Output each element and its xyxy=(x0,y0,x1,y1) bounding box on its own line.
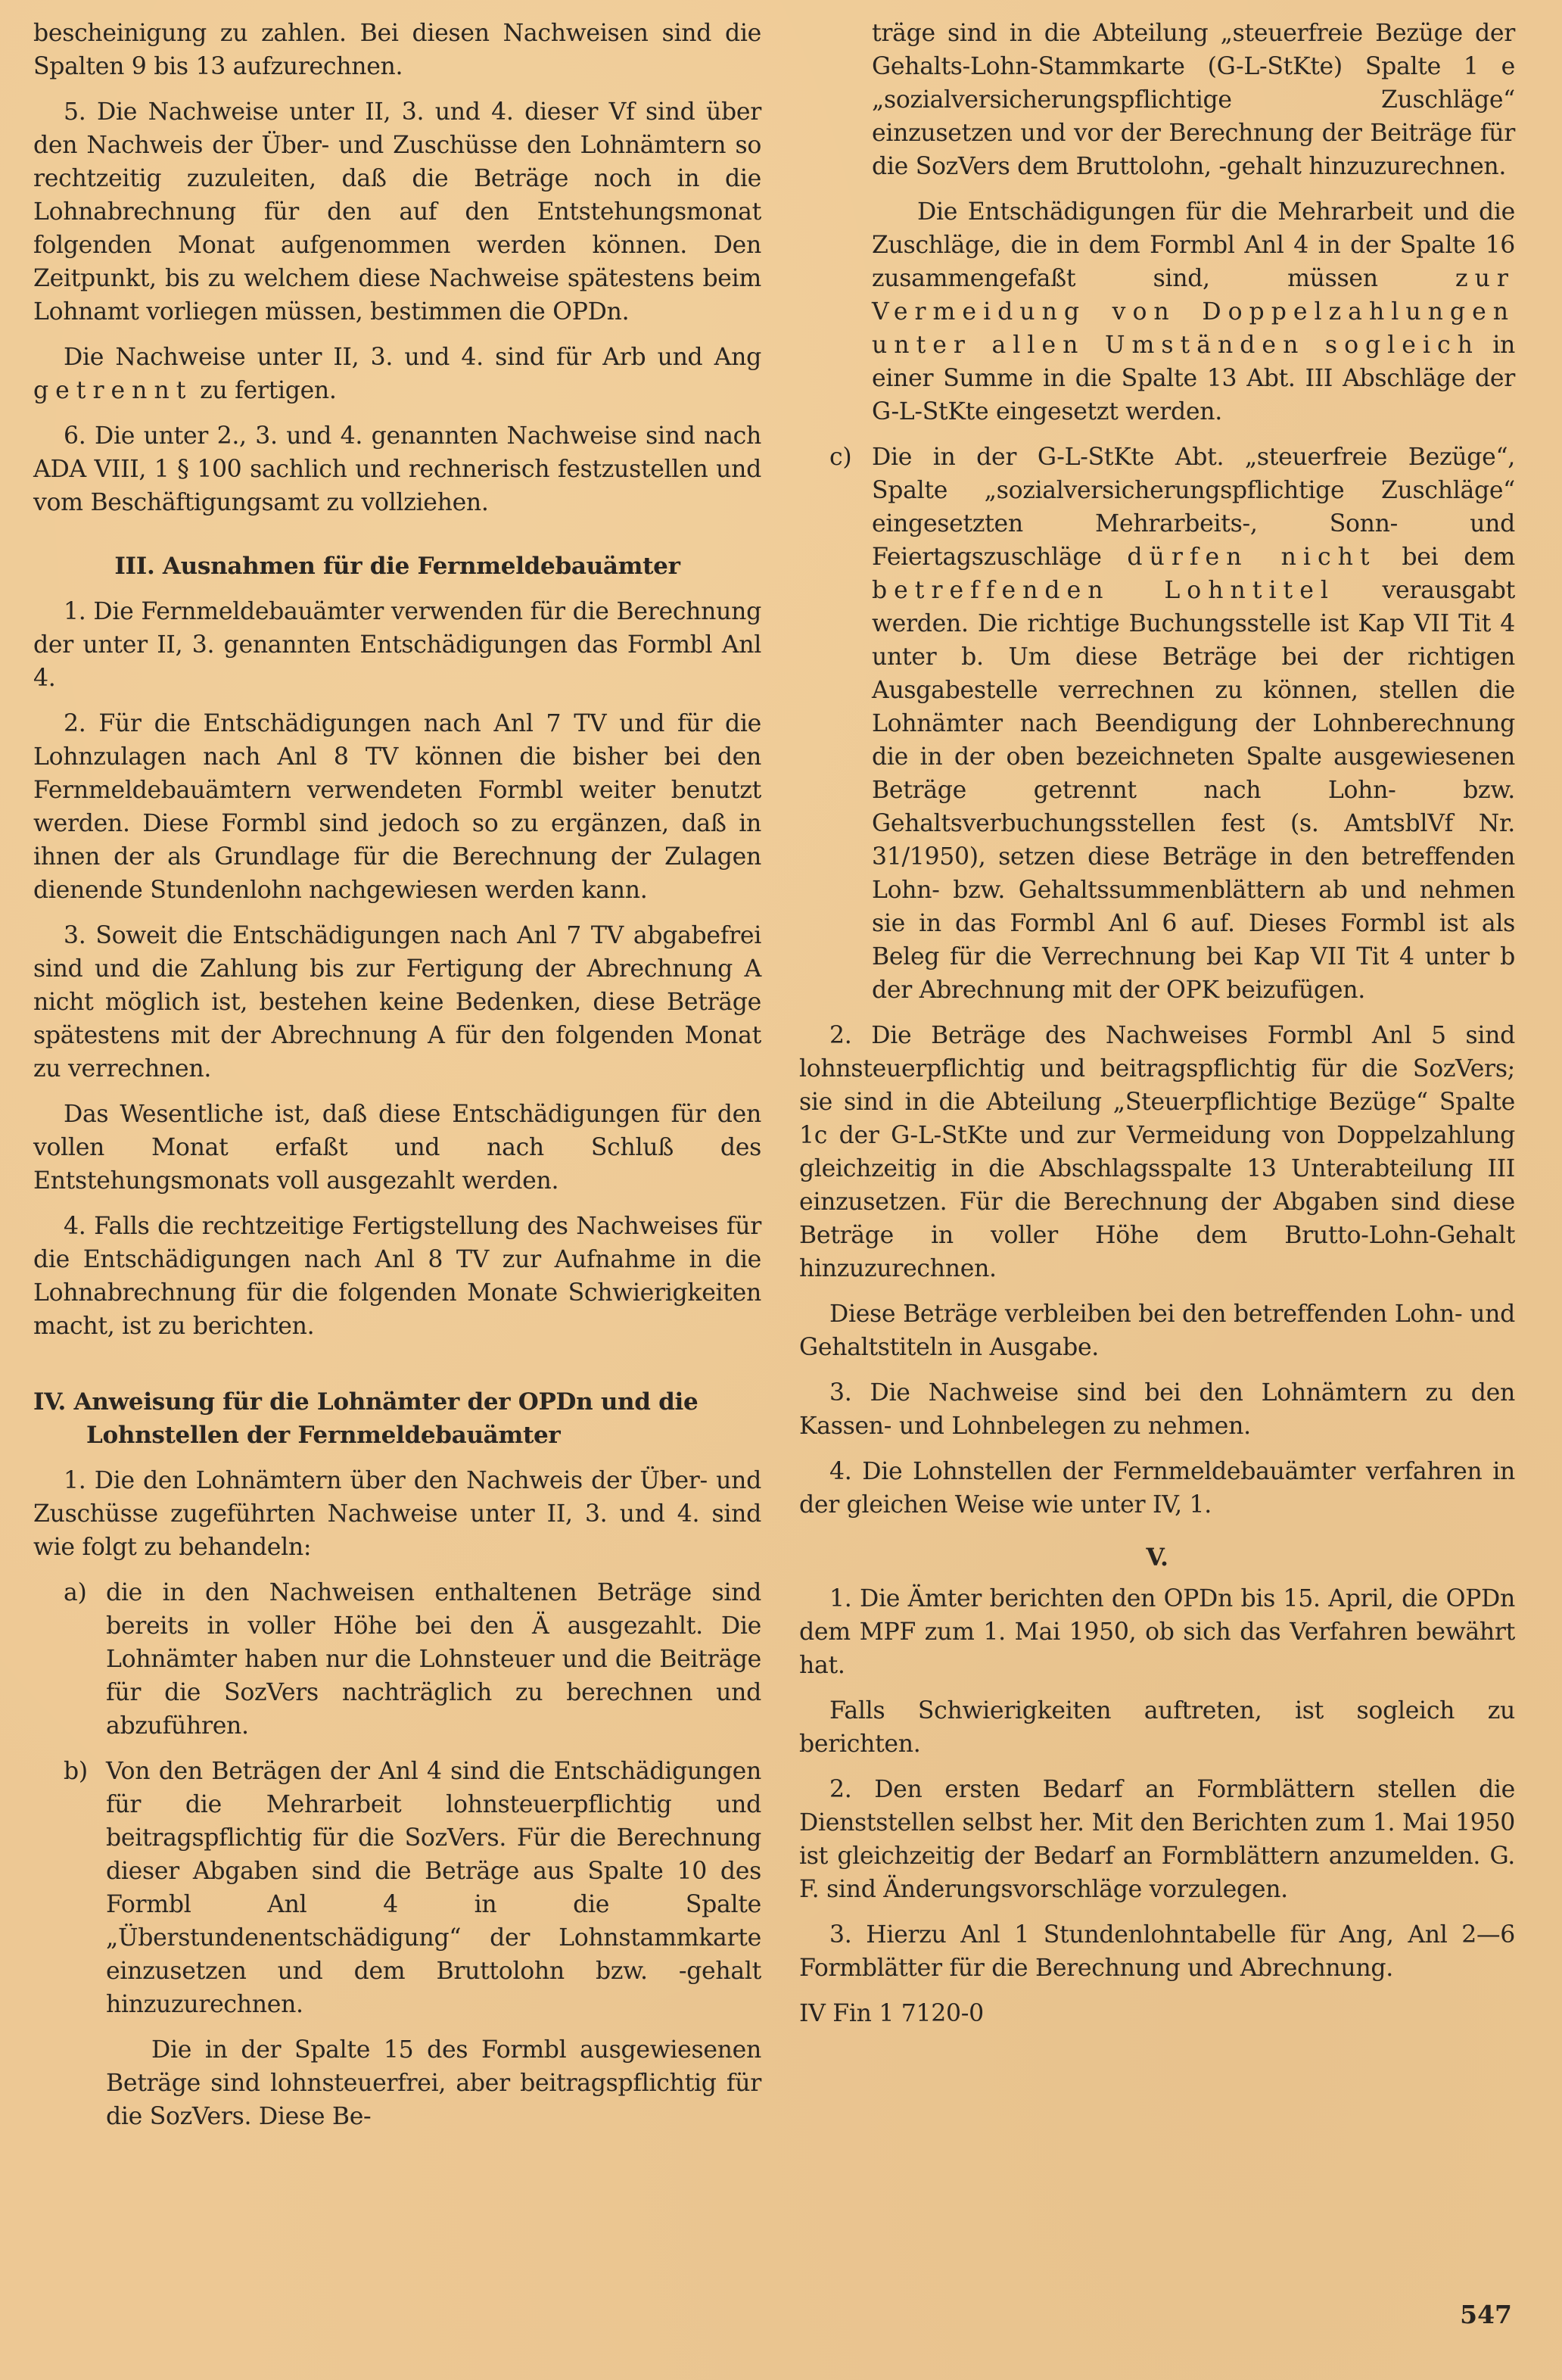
list-item-b xyxy=(33,1755,761,2021)
paragraph-v-2: 2. Den ersten Bedarf an Formblättern stellen die Dienststellen selbst her. Mit den Berichten zum 1. Mai 1950 ist gleichzeitig der Bedarf an Formblättern anzumelden. G. F. sind Änderungsvorschläge vorzulegen. xyxy=(799,1776,1515,1903)
paragraph-continuation: bescheinigung zu zahlen. Bei diesen Nachweisen sind die Spalten 9 bis 13 aufzurechnen. xyxy=(33,20,761,80)
paragraph-iii-3b: Das Wesentliche ist, daß diese Entschädigungen für den vollen Monat erfaßt und nach Schluß des Entstehungsmonats voll ausgezahlt werden. xyxy=(33,1101,761,1195)
list-item-text: die in den Nachweisen enthaltenen Beträge sind bereits in voller Höhe bei den Ä ausgezahlt. Die Lohnämter haben nur die Lohnsteuer und die Beiträge für die SozVers nachträglich zu berechnen und abzuführen. xyxy=(106,1579,761,1740)
paragraph-iii-2: 2. Für die Entschädigungen nach Anl 7 TV und für die Lohnzulagen nach Anl 8 TV können die bisher bei den Fernmeldebauämtern verwendeten Formbl weiter benutzt werden. Diese Formbl sind jedoch so zu ergänzen, daß in ihnen der als Grundlage für die Berechnung der Zulagen dienende Stundenlohn nachgewiesen werden kann. xyxy=(33,710,761,904)
section-heading-v: V. xyxy=(1146,1544,1168,1572)
emphasized-text: getrennt xyxy=(33,377,193,404)
paragraph-v-1b: Falls Schwierigkeiten auftreten, ist sogleich zu berichten. xyxy=(799,1697,1515,1758)
emphasized-text: betreffenden Lohntitel xyxy=(872,577,1335,604)
paragraph-iv-4: 4. Die Lohnstellen der Fernmeldebauämter verfahren in der gleichen Weise wie unter IV, 1. xyxy=(799,1458,1515,1519)
text: zu fertigen. xyxy=(200,377,337,404)
paragraph-iv-2b: Diese Beträge verbleiben bei den betreffenden Lohn- und Gehaltstiteln in Ausgabe. xyxy=(799,1301,1515,1361)
paragraph-ii-5: 5. Die Nachweise unter II, 3. und 4. dieser Vf sind über den Nachweis der Über- und Zuschüsse den Lohnämtern so rechtzeitig zuzuleiten, daß die Beträge noch in die Lohnabrechnung für den auf den Entstehungsmonat folgenden Monat aufgenommen werden können. Den Zeitpunkt, bis zu welchem diese Nachweise spätestens beim Lohnamt vorliegen müssen, bestimmen die OPDn. xyxy=(33,98,761,326)
paragraph-separate-forms xyxy=(33,341,761,407)
paragraph-ii-6: 6. Die unter 2., 3. und 4. genannten Nachweise sind nach ADA VIII, 1 § 100 sachlich und rechnerisch festzustellen und vom Beschäftigungsamt zu vollziehen. xyxy=(33,422,761,516)
text: Die Nachweise unter II, 3. und 4. sind für Arb und Ang xyxy=(64,344,761,371)
list-item-text: Von den Beträgen der Anl 4 sind die Entschädigungen für die Mehrarbeit lohnsteuerpflichtig und beitragspflichtig für die SozVers. Für die Berechnung dieser Abgaben sind die Beträge aus Spalte 10 des Formbl Anl 4 in die Spalte „Überstundenentschädigung“ der Lohnstammkarte einzusetzen und dem Bruttolohn bzw. -gehalt hinzuzurechnen. xyxy=(106,1758,761,2018)
list-item-c xyxy=(799,441,1515,1007)
list-marker: b) xyxy=(64,1758,88,1785)
list-item-a xyxy=(33,1576,761,1743)
paragraph-v-3: 3. Hierzu Anl 1 Stundenlohntabelle für Ang, Anl 2—6 Formblätter für die Berechnung und Abrechnung. xyxy=(799,1921,1515,1982)
paragraph-v-1: 1. Die Ämter berichten den OPDn bis 15. April, die OPDn dem MPF zum 1. Mai 1950, ob sich das Verfahren bewährt hat. xyxy=(799,1585,1515,1679)
paragraph-iv-1b-sub: Die in der Spalte 15 des Formbl ausgewiesenen Beträge sind lohnsteuerfrei, aber beitragspflichtig für die SozVers. Diese Be- xyxy=(106,2036,761,2130)
paragraph-iii-1: 1. Die Fernmeldebauämter verwenden für die Berechnung der unter II, 3. genannten Entschädigungen das Formbl Anl 4. xyxy=(33,598,761,692)
text: verausgabt werden. Die richtige Buchungsstelle ist Kap VII Tit 4 unter b. Um diese Beträge bei der richtigen Ausgabestelle verrechnen zu können, stellen die Lohnämter nach Beendigung der Lohnberechnung die in der oben bezeichneten Spalte ausgewiesenen Beträge getrennt nach Lohn- bzw. Gehaltsverbuchungsstellen fest (s. AmtsblVf Nr. 31/1950), setzen diese Beträge in den betreffenden Lohn- bzw. Gehaltssummenblättern ab und nehmen sie in das Formbl Anl 6 auf. Dieses Formbl ist als Beleg für die Verrechnung bei Kap VII Tit 4 unter b der Abrechnung mit der OPK beizufügen. xyxy=(872,577,1515,1004)
reference-code: IV Fin 1 7120-0 xyxy=(799,2000,984,2027)
paragraph-iv-1b-sub-continuation: träge sind in die Abteilung „steuerfreie Bezüge der Gehalts-Lohn-Stammkarte (G-L-StKte) Spalte 1 e „sozialversicherungspflichtige Zuschläge“ einzusetzen und vor der Berechnung der Beiträge für die SozVers dem Bruttolohn, -gehalt hinzuzurechnen. xyxy=(872,20,1515,180)
paragraph-iv-1: 1. Die den Lohnämtern über den Nachweis der Über- und Zuschüsse zugeführten Nachweise unter II, 3. und 4. sind wie folgt zu behandeln: xyxy=(33,1467,761,1561)
section-heading-iii: III. Ausnahmen für die Fernmeldebauämter xyxy=(114,553,680,580)
paragraph-iv-3: 3. Die Nachweise sind bei den Lohnämtern zu den Kassen- und Lohnbelegen zu nehmen. xyxy=(799,1379,1515,1440)
text: in einer Summe in die Spalte 13 Abt. III Abschläge der G-L-StKte eingesetzt werden. xyxy=(872,332,1515,425)
section-heading-iv: IV. Anweisung für die Lohnämter der OPDn und die Lohnstellen der Fernmeldebauämter xyxy=(33,1388,699,1449)
right-column xyxy=(799,17,1515,2042)
paragraph-iv-1b-sub2 xyxy=(799,195,1515,428)
emphasized-text: dürfen nicht xyxy=(1127,544,1377,571)
text: bei dem xyxy=(1402,544,1515,571)
list-marker: c) xyxy=(829,444,852,471)
paragraph-iii-4: 4. Falls die rechtzeitige Fertigstellung des Nachweises für die Entschädigungen nach Anl 8 TV zur Aufnahme in die Lohnabrechnung für die folgenden Monate Schwierigkeiten macht, ist zu berichten. xyxy=(33,1213,761,1340)
list-marker: a) xyxy=(64,1579,87,1606)
list-item-text xyxy=(872,441,1515,1007)
page-number: 547 xyxy=(1460,2300,1512,2329)
text: Die Entschädigungen für die Mehrarbeit und die Zuschläge, die in dem Formbl Anl 4 in der Spalte 16 zusammengefaßt sind, müssen xyxy=(872,198,1515,292)
emphasized-text: zur Vermeidung von Doppelzahlungen unter allen Umständen sogleich xyxy=(872,265,1515,359)
paragraph-iv-2: 2. Die Beträge des Nachweises Formbl Anl 5 sind lohnsteuerpflichtig und beitragspflichtig für die SozVers; sie sind in die Abteilung „Steuerpflichtige Bezüge“ Spalte 1c der G-L-StKte und zur Vermeidung von Doppelzahlung gleichzeitig in die Abschlagsspalte 13 Unterabteilung III einzusetzen. Für die Berechnung der Abgaben sind diese Beträge in voller Höhe dem Brutto-Lohn-Gehalt hinzuzurechnen. xyxy=(799,1022,1515,1282)
left-column xyxy=(33,17,761,2145)
paragraph-iii-3: 3. Soweit die Entschädigungen nach Anl 7 TV abgabefrei sind und die Zahlung bis zur Fertigung der Abrechnung A nicht möglich ist, bestehen keine Bedenken, diese Beträge spätestens mit der Abrechnung A für den folgenden Monat zu verrechnen. xyxy=(33,922,761,1083)
text: Die in der G-L-StKte Abt. „steuerfreie Bezüge“, Spalte „sozialversicherungspflichtige Zuschläge“ eingesetzten Mehrarbeits-, Sonn- und Feiertagszuschläge xyxy=(872,444,1515,571)
